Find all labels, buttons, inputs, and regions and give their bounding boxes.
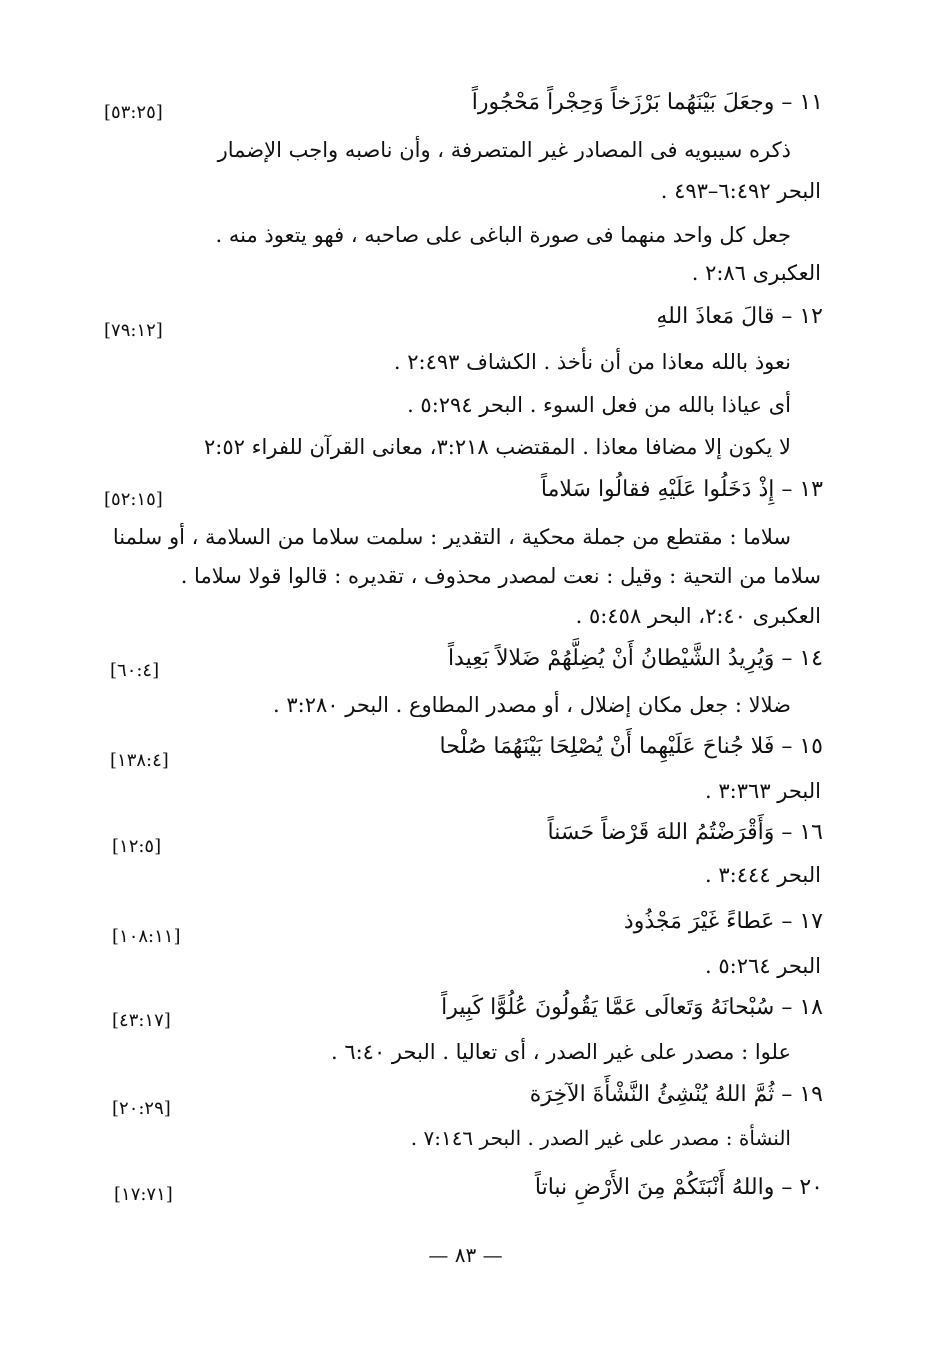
verse-reference: [٦٠:٤] xyxy=(110,660,160,681)
verse-line: ١٩ – ثُمَّ اللهُ يُنْشِئُ النَّشْأَةَ الآخِرَة xyxy=(529,1082,823,1107)
commentary-line: البحر ٣:٤٤٤ . xyxy=(705,863,821,887)
commentary-line: جعل كل واحد منهما فى صورة الباغى على صاحبه ، فهو يتعوذ منه . xyxy=(215,223,791,247)
commentary-line: العكبرى ٢:٨٦ . xyxy=(691,261,821,285)
verse-reference: [٢٠:٢٩] xyxy=(112,1098,171,1119)
commentary-line: علوا : مصدر على غير الصدر ، أى تعاليا . البحر ٦:٤٠ . xyxy=(330,1040,791,1064)
verse-reference: [٤٣:١٧] xyxy=(112,1010,171,1031)
verse-line: ١١ – وجعَلَ بَيْنَهُما بَرْزَخاً وَحِجْراً مَحْجُوراً xyxy=(471,90,823,115)
verse-line: ١٦ – وَأَقْرَضْتُمُ اللهَ قَرْضاً حَسَناً xyxy=(547,820,823,845)
verse-reference: [١٧:٧١] xyxy=(114,1184,173,1205)
commentary-line: البحر ٦:٤٩٢–٤٩٣ . xyxy=(660,179,821,203)
verse-line: ١٧ – عَطاءً غَيْرَ مَجْذُوذ xyxy=(623,909,823,934)
verse-reference: [١٣٨:٤] xyxy=(110,750,169,771)
verse-line: ١٢ – قالَ مَعاذَ اللهِ xyxy=(656,304,823,329)
verse-reference: [١٢:٥] xyxy=(112,836,162,857)
verse-reference: [٧٩:١٢] xyxy=(104,320,163,341)
verse-line: ٢٠ – واللهُ أَنْبَتَكُمْ مِنَ الأَرْضِ نباتاً xyxy=(534,1175,823,1200)
commentary-line: العكبرى ٢:٤٠، البحر ٥:٤٥٨ . xyxy=(575,604,821,628)
verse-reference: [٥٢:١٥] xyxy=(104,489,163,510)
commentary-line: أى عياذا بالله من فعل السوء . البحر ٥:٢٩٤ . xyxy=(407,393,791,417)
commentary-line: البحر ٥:٢٦٤ . xyxy=(705,954,821,978)
commentary-line: سلاما : مقتطع من جملة محكية ، التقدير : سلمت سلاما من السلامة ، أو سلمنا xyxy=(112,525,791,549)
commentary-line: ذكره سيبويه فى المصادر غير المتصرفة ، وأن ناصبه واجب الإضمار xyxy=(217,138,791,162)
verse-reference: [٥٣:٢٥] xyxy=(104,102,163,123)
verse-line: ١٣ – إِذْ دَخَلُوا عَلَيْهِ فقالُوا سَلاماً xyxy=(540,477,823,502)
commentary-line: نعوذ بالله معاذا من أن نأخذ . الكشاف ٢:٤٩٣ . xyxy=(393,350,791,374)
commentary-line: البحر ٣:٣٦٣ . xyxy=(705,779,821,803)
commentary-line: النشأة : مصدر على غير الصدر . البحر ٧:١٤٦ . xyxy=(410,1126,791,1150)
commentary-line: لا يكون إلا مضافا معاذا . المقتضب ٣:٢١٨، معانى القرآن للفراء ٢:٥٢ xyxy=(203,435,791,459)
commentary-line: ضلالا : جعل مكان إضلال ، أو مصدر المطاوع . البحر ٣:٢٨٠ . xyxy=(273,693,791,717)
verse-reference: [١٠٨:١١] xyxy=(112,926,181,947)
verse-line: ١٨ – سُبْحانَهُ وَتَعالَى عَمَّا يَقُولُونَ عُلُوًّا كَبِيراً xyxy=(441,995,823,1020)
commentary-line: سلاما من التحية : وقيل : نعت لمصدر محذوف ، تقديره : قالوا قولا سلاما . xyxy=(180,564,821,588)
verse-line: ١٥ – فَلا جُناحَ عَلَيْهِما أَنْ يُصْلِحَا بَيْنَهُمَا صُلْحا xyxy=(439,734,823,759)
verse-line: ١٤ – وَيُرِيدُ الشَّيْطانُ أَنْ يُضِلَّهُمْ ضَلالاً بَعِيداً xyxy=(447,646,823,671)
page-number: — ٨٣ — xyxy=(428,1243,503,1267)
